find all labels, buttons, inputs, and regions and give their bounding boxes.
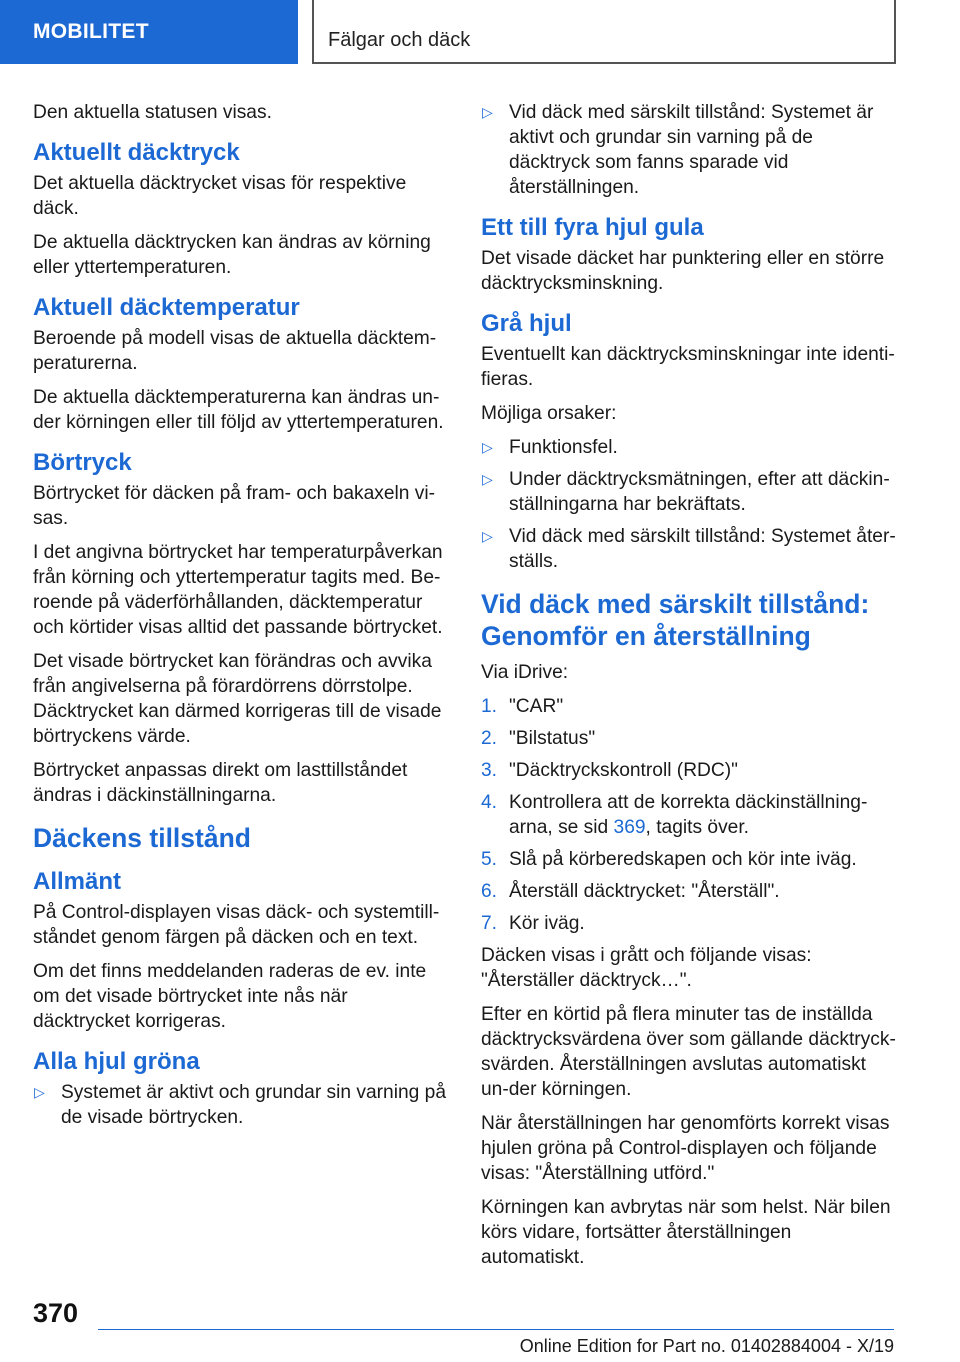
step-text: "Däcktryckskontroll (RDC)" (509, 760, 738, 781)
step-number: 2. (481, 728, 498, 749)
heading-gra-hjul: Grå hjul (481, 310, 572, 337)
heading-aktuellt-dacktryck: Aktuellt däcktryck (33, 139, 240, 166)
list-item (481, 524, 897, 574)
step-item (481, 847, 897, 872)
page-header (0, 0, 960, 66)
left-column (33, 100, 447, 1137)
step-number: 1. (481, 696, 498, 717)
intro-text: Den aktuella statusen visas. (33, 102, 272, 123)
paragraph: Det visade däcket har punktering eller en större däcktrycksminskning. (481, 248, 885, 294)
heading-genomfor-aterstallning: Vid däck med särskilt tillstånd: Genomför en återställning (481, 589, 870, 651)
paragraph: De aktuella däcktemperaturerna kan ändras un‐der körningen eller till följd av yttertemperaturen. (33, 387, 444, 433)
bullet-list (481, 100, 897, 200)
triangle-bullet-icon: ▷ (482, 528, 493, 544)
step-number: 4. (481, 792, 498, 813)
list-item (481, 100, 897, 200)
causes-list (481, 435, 897, 574)
paragraph: I det angivna börtrycket har temperaturpåverkan från körning och yttertemperatur tagits med. Be‐roende på väderförhållanden, däcktemperatur och körtider visas alltid det passande börtrycket. (33, 542, 443, 638)
heading-bortryck: Börtryck (33, 449, 132, 476)
footer-divider (98, 1329, 894, 1330)
triangle-bullet-icon: ▷ (482, 104, 493, 120)
paragraph: Via iDrive: (481, 662, 569, 683)
list-item (481, 435, 897, 460)
paragraph: På Control-displayen visas däck- och systemtill‐ståndet genom färgen på däcken och en text. (33, 902, 440, 948)
step-number: 6. (481, 881, 498, 902)
heading-dackens-tillstand: Däckens tillstånd (33, 823, 251, 853)
steps-list (481, 694, 897, 936)
step-number: 7. (481, 913, 498, 934)
step-text: Kontrollera att de korrekta däckinställning‐arna, se sid (509, 792, 868, 838)
list-item-text: Systemet är aktivt och grundar sin varning på de visade börtrycken. (61, 1082, 447, 1128)
paragraph: Eventuellt kan däcktrycksminskningar inte identi‐fieras. (481, 344, 895, 390)
step-text: Slå på körberedskapen och kör inte iväg. (509, 849, 857, 870)
paragraph: Beroende på modell visas de aktuella däcktem‐peraturerna. (33, 328, 437, 374)
page-link[interactable]: 369 (613, 817, 646, 838)
paragraph: Möjliga orsaker: (481, 403, 617, 424)
heading-ett-till-fyra-hjul-gula: Ett till fyra hjul gula (481, 214, 704, 241)
list-item-text: Vid däck med särskilt tillstånd: Systemet åter‐ställs. (509, 526, 896, 572)
paragraph: De aktuella däcktrycken kan ändras av körning eller yttertemperaturen. (33, 232, 431, 278)
list-item-text: Funktionsfel. (509, 437, 618, 458)
triangle-bullet-icon: ▷ (482, 471, 493, 487)
step-item (481, 879, 897, 904)
triangle-bullet-icon: ▷ (482, 439, 493, 455)
heading-aktuell-dacktemperatur: Aktuell däcktemperatur (33, 294, 300, 321)
step-item (481, 726, 897, 751)
step-text: Återställ däcktrycket: "Återställ". (509, 881, 780, 902)
list-item (481, 467, 897, 517)
step-item (481, 790, 897, 840)
step-number: 3. (481, 760, 498, 781)
right-column (481, 100, 897, 1279)
paragraph: Det visade börtrycket kan förändras och avvika från angivelserna på förardörrens dörrstolpe. Däcktrycket kan därmed korrigeras till de visade börtryckens värde. (33, 651, 442, 747)
step-item (481, 758, 897, 783)
paragraph: Om det finns meddelanden raderas de ev. inte om det visade börtrycket inte nås när däcktrycket korrigeras. (33, 961, 427, 1032)
heading-alla-hjul-grona: Alla hjul gröna (33, 1048, 200, 1075)
paragraph: Börtrycket för däcken på fram- och bakaxeln vi‐sas. (33, 483, 436, 529)
paragraph: Det aktuella däcktrycket visas för respektive däck. (33, 173, 407, 219)
topic-tab[interactable]: Fälgar och däck (312, 0, 896, 64)
page-number: 370 (33, 1298, 79, 1328)
list-item (33, 1080, 447, 1130)
heading-allmant: Allmänt (33, 868, 122, 895)
paragraph: Börtrycket anpassas direkt om lasttillståndet ändras i däckinställningarna. (33, 760, 408, 806)
section-tab[interactable]: MOBILITET (0, 0, 298, 64)
paragraph: Däcken visas i grått och följande visas: "Återställer däcktryck…". (481, 945, 812, 991)
triangle-bullet-icon: ▷ (34, 1084, 45, 1100)
step-item (481, 911, 897, 936)
list-item-text: Vid däck med särskilt tillstånd: Systemet är aktivt och grundar sin varning på de däcktryck som fanns sparade vid återställningen. (509, 102, 874, 198)
step-item (481, 694, 897, 719)
step-number: 5. (481, 849, 498, 870)
paragraph: Efter en körtid på flera minuter tas de inställda däcktrycksvärdena över som gällande däcktryck‐svärden. Återställningen avslutas automatiskt un‐der körningen. (481, 1004, 896, 1100)
step-text: Kör iväg. (509, 913, 585, 934)
step-text: "Bilstatus" (509, 728, 596, 749)
edition-text: Online Edition for Part no. 01402884004 - X/19 (519, 1336, 894, 1356)
step-text: , tagits över. (645, 817, 749, 838)
bullet-list (33, 1080, 447, 1130)
step-text: "CAR" (509, 696, 564, 717)
paragraph: När återställningen har genomförts korrekt visas hjulen gröna på Control-displayen och följande visas: "Återställning utförd." (481, 1113, 890, 1184)
paragraph: Körningen kan avbrytas när som helst. När bilen körs vidare, fortsätter återställningen automatiskt. (481, 1197, 891, 1268)
list-item-text: Under däcktrycksmätningen, efter att däckin‐ställningarna har bekräftats. (509, 469, 890, 515)
